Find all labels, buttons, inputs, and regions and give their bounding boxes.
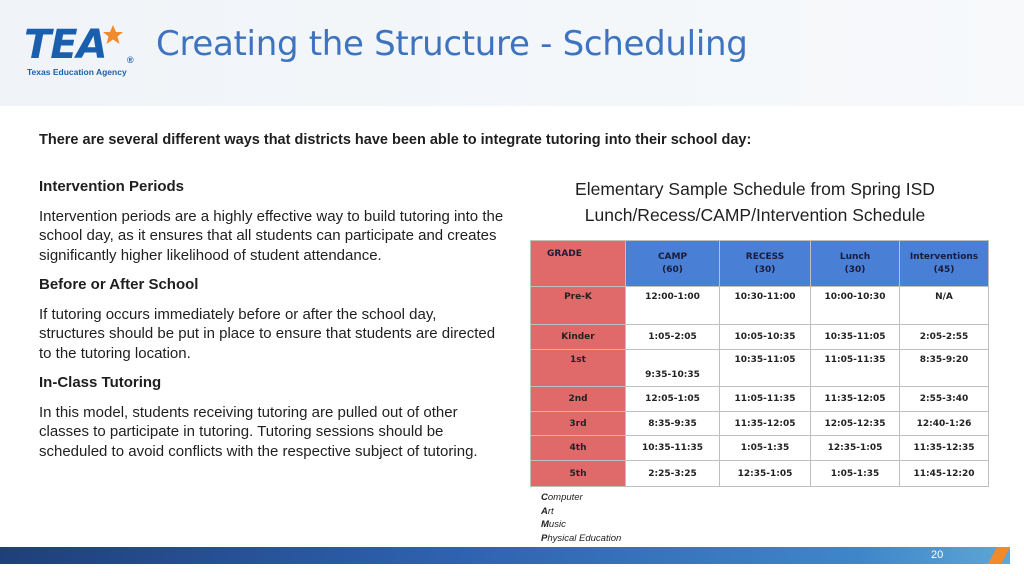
footer-bar <box>0 547 1010 564</box>
interventions-cell: 11:35-12:35 <box>900 436 989 461</box>
camp-cell: 9:35-10:35 <box>626 350 720 387</box>
page-number: 20 <box>931 549 944 561</box>
interventions-cell: 2:55-3:40 <box>900 387 989 412</box>
grade-cell: 2nd <box>531 387 626 412</box>
interventions-cell: 8:35-9:20 <box>900 350 989 387</box>
grade-cell: Kinder <box>531 325 626 350</box>
lunch-cell: 12:05-12:35 <box>811 412 900 436</box>
section-heading: Intervention Periods <box>39 178 185 195</box>
tea-logo <box>24 22 142 84</box>
schedule-title-line1: Elementary Sample Schedule from Spring ISD <box>575 179 935 199</box>
camp-legend <box>541 491 621 545</box>
recess-cell: 10:05-10:35 <box>720 325 811 350</box>
interventions-cell: N/A <box>900 287 989 325</box>
column-header: Interventions (45) <box>900 241 989 287</box>
legend-item: Art <box>541 505 554 517</box>
camp-cell: 12:05-1:05 <box>626 387 720 412</box>
schedule-title <box>535 176 975 228</box>
section-body: In this model, students receiving tutoring are pulled out of other classes to participate in tutoring. Tutoring sessions should be scheduled to avoid conflicts with the respective subject of tutoring. <box>39 403 478 460</box>
table-row <box>531 436 989 461</box>
grade-cell: 3rd <box>531 412 626 436</box>
lunch-cell: 10:00-10:30 <box>811 287 900 325</box>
logo-subtitle: Texas Education Agency <box>27 67 127 77</box>
legend-item: Physical Education <box>541 532 622 544</box>
page-title: Creating the Structure - Scheduling <box>156 24 748 64</box>
section-body: Intervention periods are a highly effective way to build tutoring into the school day, as it ensures that all students can participate and creates significantly higher likelihood of student attendance. <box>39 207 504 264</box>
intro-text: There are several different ways that districts have been able to integrate tutoring into their school day: <box>39 132 752 148</box>
table-row <box>531 287 989 325</box>
grade-cell: 5th <box>531 461 626 487</box>
slide-header <box>0 0 1024 106</box>
lunch-cell: 11:35-12:05 <box>811 387 900 412</box>
logo-wordmark: TEA <box>24 22 107 68</box>
lunch-cell: 11:05-11:35 <box>811 350 900 387</box>
table-row <box>531 461 989 487</box>
table-row <box>531 387 989 412</box>
column-header: CAMP (60) <box>626 241 720 287</box>
column-header: RECESS (30) <box>720 241 811 287</box>
section-heading: Before or After School <box>39 276 199 293</box>
legend-item: Computer <box>541 492 583 503</box>
section-heading: In-Class Tutoring <box>39 374 162 391</box>
table-header-row <box>531 241 989 287</box>
camp-cell: 8:35-9:35 <box>626 412 720 436</box>
recess-cell: 10:35-11:05 <box>720 350 811 387</box>
section-body: If tutoring occurs immediately before or after the school day, structures should be put in place to ensure that students are directed to the tutoring location. <box>39 305 496 362</box>
recess-cell: 11:35-12:05 <box>720 412 811 436</box>
table-row <box>531 325 989 350</box>
column-header: GRADE <box>531 241 626 287</box>
recess-cell: 11:05-11:35 <box>720 387 811 412</box>
lunch-cell: 12:35-1:05 <box>811 436 900 461</box>
table-row <box>531 350 989 387</box>
lunch-cell: 10:35-11:05 <box>811 325 900 350</box>
star-icon <box>102 24 124 46</box>
tutoring-models <box>39 177 505 471</box>
lunch-cell: 1:05-1:35 <box>811 461 900 487</box>
camp-cell: 1:05-2:05 <box>626 325 720 350</box>
camp-cell: 12:00-1:00 <box>626 287 720 325</box>
column-header: Lunch (30) <box>811 241 900 287</box>
camp-cell: 2:25-3:25 <box>626 461 720 487</box>
interventions-cell: 2:05-2:55 <box>900 325 989 350</box>
grade-cell: 4th <box>531 436 626 461</box>
registered-mark: ® <box>127 55 134 65</box>
camp-cell: 10:35-11:35 <box>626 436 720 461</box>
table-row <box>531 412 989 436</box>
interventions-cell: 12:40-1:26 <box>900 412 989 436</box>
recess-cell: 1:05-1:35 <box>720 436 811 461</box>
schedule-title-line2: Lunch/Recess/CAMP/Intervention Schedule <box>584 205 926 225</box>
schedule-table <box>530 240 989 487</box>
recess-cell: 10:30-11:00 <box>720 287 811 325</box>
recess-cell: 12:35-1:05 <box>720 461 811 487</box>
grade-cell: Pre-K <box>531 287 626 325</box>
legend-item: Music <box>541 519 566 530</box>
grade-cell: 1st <box>531 350 626 387</box>
interventions-cell: 11:45-12:20 <box>900 461 989 487</box>
